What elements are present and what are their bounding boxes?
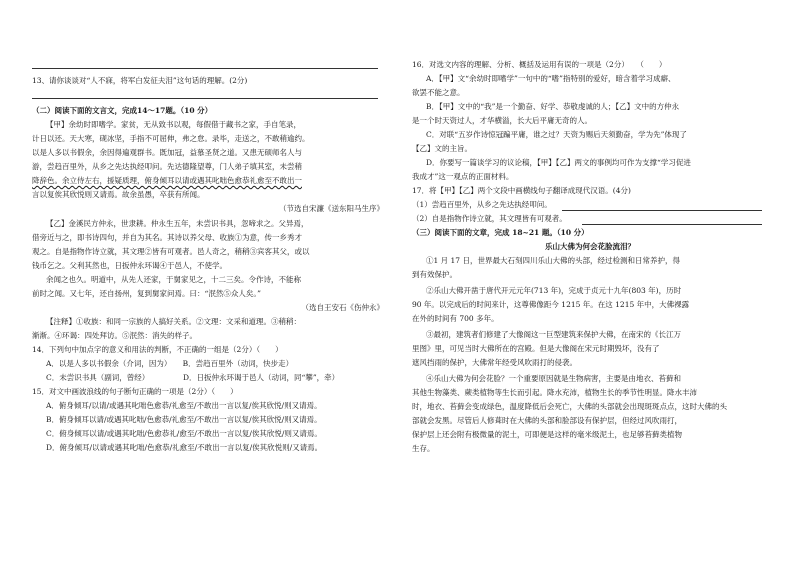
answer-line	[582, 224, 762, 225]
answer-line	[32, 68, 378, 69]
question-15: 15．对文中画波浪线的句子断句正确的一项是（2分）（ ）	[32, 387, 238, 396]
notes-line: 【注释】①收族：和同一宗族的人搞好关系。②文理：文采和道理。③稍稍：	[46, 317, 301, 326]
q15-option-b: B．俯身倾耳以请/或遇其叱咄/色愈恭/礼愈至/不敢出一言以复/俟其欣悦/则又请焉。	[46, 415, 322, 424]
q16-option-b-cont: 是一个时天资过人，才华横溢，长大后平庸无奇的人。	[412, 116, 592, 125]
text-jia-line: 游，尝趋百里外，从乡之先达执经叩问。先达德隆望尊，门人弟子填其室，未尝稍	[32, 162, 302, 171]
text-yi-line: 余闻之也久。明道中，从先人还家，于舅家见之，十二三矣。令作诗，不能称	[46, 275, 301, 284]
article-line: 时，地衣、苔藓会变成绿色，温度降低后会死亡，大佛的头部就会出现斑斑点点，这时大佛的头	[412, 402, 727, 411]
article-line: ③最初，建筑者们修建了大像阁这一巨型建筑来保护大佛，在南宋的《长江万	[426, 330, 681, 339]
notes-line: 渐渐。④环谒：四处拜访。⑤泯然：消失的样子。	[32, 331, 197, 340]
section-2-title: （二）阅读下面的文言文，完成14～17题。（10 分）	[32, 106, 213, 115]
text-jia-line: 降辞色。余立侍左右，援疑质理，俯身倾耳以请或遇其叱咄色愈恭礼愈至不敢出一	[32, 176, 302, 185]
article-line: 生存。	[412, 444, 435, 453]
q16-option-c-cont: 【乙】文的主旨。	[412, 144, 472, 153]
q15-option-a: A．俯身倾耳/以请/或遇其叱咄色愈恭/礼愈至/不敢出一言以复/俟其欣悦/则又请焉。	[46, 401, 322, 410]
article-line: 遮风挡雨的保护，大佛常年经受风吹雨打的侵袭。	[412, 358, 577, 367]
text-yi-line: 观之。自是指物作诗立就，其文理②皆有可观者。邑人奇之，稍稍③宾客其父，或以	[32, 247, 310, 256]
text-yi-line: 借旁近与之，即书诗四句，并自为其名。其诗以养父母、收族①为意，传一乡秀才	[32, 233, 302, 242]
answer-line	[32, 98, 378, 99]
question-16: 16．对选文内容的理解、分析、概括及运用有误的一项是（2分） （ ）	[412, 60, 667, 69]
q14-option-line: A．以是人多以书假余（介词，因为） B．尝趋百里外（动词，快步走）	[46, 359, 294, 368]
q16-option-c: C．对联“五岁作诗惊冠蹁平庸，谁之过？天资为赐后天须勤奋，学为先”体现了	[426, 130, 687, 139]
q16-option-a-cont: 欲罢不能之意。	[412, 88, 465, 97]
q14-option-line: C．未尝识书具（副词，曾经） D．日扳仲永环谒于邑人（动词，同“攀”，牵）	[46, 373, 340, 382]
article-line: 保护层上还会附有极微量的泥土，可即便是这样的毫米级泥土，也足够苔藓类植物	[412, 430, 682, 439]
source-jia: （节选自宋濂《送东阳马生序》	[279, 204, 384, 213]
source-yi: （选自王安石《伤仲永》	[301, 303, 384, 312]
article-line: ④乐山大佛为何会花脸？一个重要原因就是生物病害，主要是由地衣、苔藓和	[426, 374, 681, 383]
answer-line	[562, 210, 762, 211]
q17-item-2: （2）自是指物作诗立就，其文理皆有可观者。	[412, 214, 567, 223]
question-14: 14．下列句中加点字的意义和用法的判断，不正确的一组是（2分）（ ）	[32, 345, 283, 354]
text-yi-line: 前时之闻。又七年，还自扬州，复到舅家问焉。曰：“泯然⑤众人矣。”	[32, 289, 261, 298]
q17-item-1: （1）尝趋百里外，从乡之先达执经叩问。	[412, 200, 552, 209]
article-line: ①1 月 17 日，世界最大石刻四川乐山大佛的头部，经过检测和日常养护，得	[426, 256, 680, 265]
q16-option-d: D．你要写一篇谈学习的议论稿，【甲】【乙】两文的事例均可作为支撑“学习促进	[426, 158, 691, 167]
text-jia-line: 【甲】余幼时即嗜学。家贫，无从致书以观，每假借于藏书之家，手自笔录，	[46, 120, 301, 129]
q16-option-a: A．【甲】文“余幼时即嗜学”一句中的“嗜”指特别的爱好，暗含着学习成癖、	[426, 74, 676, 83]
article-line: 90 年。以完成后的时间来计，这尊佛像距今 1215 年。在这 1215 年中，大佛裸露	[412, 300, 690, 309]
q15-option-d: D．俯身倾耳/以请或遇其叱咄/色愈恭/礼愈至/不敢出一言以复/俟其欣悦则/又请焉。	[46, 443, 323, 452]
question-17: 17．将【甲】【乙】两个文段中画横线句子翻译成现代汉语。(4分)	[412, 186, 631, 195]
text-jia-line: 以是人多以书假余，余因得遍观群书。既加冠，益慕圣贤之道。又患无硕师名人与	[32, 148, 302, 157]
text-jia-line: 言以复俟其欣悦则又请焉。故余虽愚，卒获有所闻。	[32, 190, 205, 199]
q16-option-b: B．【甲】文中的“我”是一个勤奋、好学、恭敬虔诚的人；【乙】文中的方仲永	[426, 102, 680, 111]
text-yi-line: 钱币乞之。父利其然也，日扳仲永环谒④于邑人，不使学。	[32, 261, 227, 270]
article-line: 在外的时间有 700 多年。	[412, 314, 499, 323]
section-3-title: （三）阅读下面的文章，完成 18~21 题。（10 分）	[412, 228, 589, 237]
question-13: 13、请你谈谈对“人不寐，将军白发征夫泪”这句话的理解。(2分)	[32, 76, 248, 85]
article-line: 其他生物藻类、蕨类植物等生长而引起。降水充沛，植物生长的季节性明显。降水丰沛	[412, 388, 697, 397]
text-jia-line: 计日以还。天大寒，砚冰坚，手指不可屈伸，弗之怠。录毕，走送之，不敢稍逾约。	[32, 134, 310, 143]
article-line: ②乐山大佛开凿于唐代开元元年(713 年)，完成于贞元十九年(803 年)，历时	[426, 286, 682, 295]
article-title: 乐山大佛为何会花脸流泪？	[545, 242, 635, 251]
article-line: 部就会发黑。尽管后人修葺时在大佛的头部和脸部设有保护层，但经过风吹雨打，	[412, 416, 682, 425]
q16-option-d-cont: 我成才”这一观点的正面材料。	[412, 172, 514, 181]
article-line: 到有效保护。	[412, 270, 457, 279]
text-yi-line: 【乙】金溪民方仲永，世隶耕。仲永生五年，未尝识书具，忽啼求之。父异焉，	[46, 219, 309, 228]
article-line: 里图》里，可见当时大佛所在的宫殿。但是大像阁在宋元时期毁坏，没有了	[412, 344, 660, 353]
q15-option-c: C．俯身倾耳以请/或遇其叱咄/色愈恭礼/愈至/不敢出一言以复/俟其欣悦/则又请焉。	[46, 429, 322, 438]
